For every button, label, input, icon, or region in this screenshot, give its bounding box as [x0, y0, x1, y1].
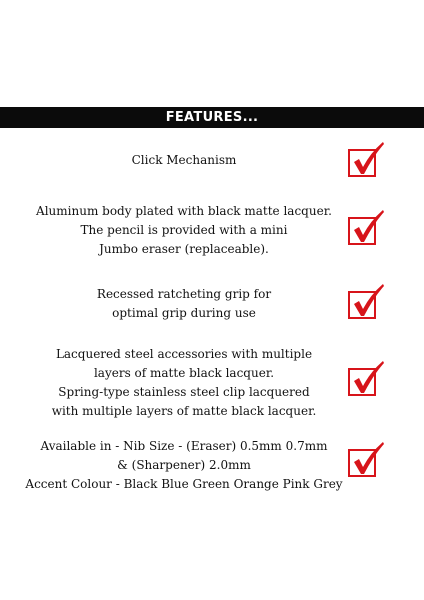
features-banner	[0, 107, 424, 128]
checkmark-tick	[354, 284, 384, 316]
feature-line: Recessed ratcheting grip for	[96, 287, 272, 301]
checkmark-svg	[347, 209, 385, 247]
checkmark-tick	[354, 442, 384, 474]
checkmark-svg	[347, 141, 385, 179]
feature-line: Lacquered steel accessories with multiple	[55, 347, 313, 361]
red-checkmark-box-icon	[347, 360, 385, 398]
checkmark-tick	[354, 361, 384, 393]
feature-text	[0, 345, 368, 421]
feature-text	[0, 437, 368, 494]
feature-line: layers of matte black lacquer.	[93, 366, 275, 380]
banner-title: FEATURES...	[165, 110, 259, 125]
feature-line: & (Sharpener) 2.0mm	[117, 458, 251, 472]
feature-line: Aluminum body plated with black matte lacquer.	[36, 204, 332, 218]
checkmark-svg	[347, 360, 385, 398]
feature-line: Spring-type stainless steel clip lacquered	[58, 385, 310, 399]
feature-text	[0, 151, 368, 170]
feature-text	[0, 202, 368, 259]
red-checkmark-box-icon	[347, 141, 385, 179]
checkmark-tick	[354, 210, 384, 242]
red-checkmark-box-icon	[347, 209, 385, 247]
checkmark-svg	[347, 283, 385, 321]
red-checkmark-box-icon	[347, 441, 385, 479]
feature-line: Jumbo eraser (replaceable).	[99, 242, 269, 256]
feature-line: The pencil is provided with a mini	[80, 223, 288, 237]
red-checkmark-box-icon	[347, 283, 385, 321]
feature-line: Available in - Nib Size - (Eraser) 0.5mm 0.7mm	[40, 439, 328, 453]
feature-line: Accent Colour - Black Blue Green Orange Pink Grey	[25, 477, 343, 491]
feature-text	[0, 285, 368, 323]
feature-line: with multiple layers of matte black lacquer.	[51, 404, 317, 418]
feature-line: optimal grip during use	[112, 306, 256, 320]
feature-line: Click Mechanism	[131, 153, 237, 167]
checkmark-svg	[347, 441, 385, 479]
checkmark-tick	[354, 142, 384, 174]
